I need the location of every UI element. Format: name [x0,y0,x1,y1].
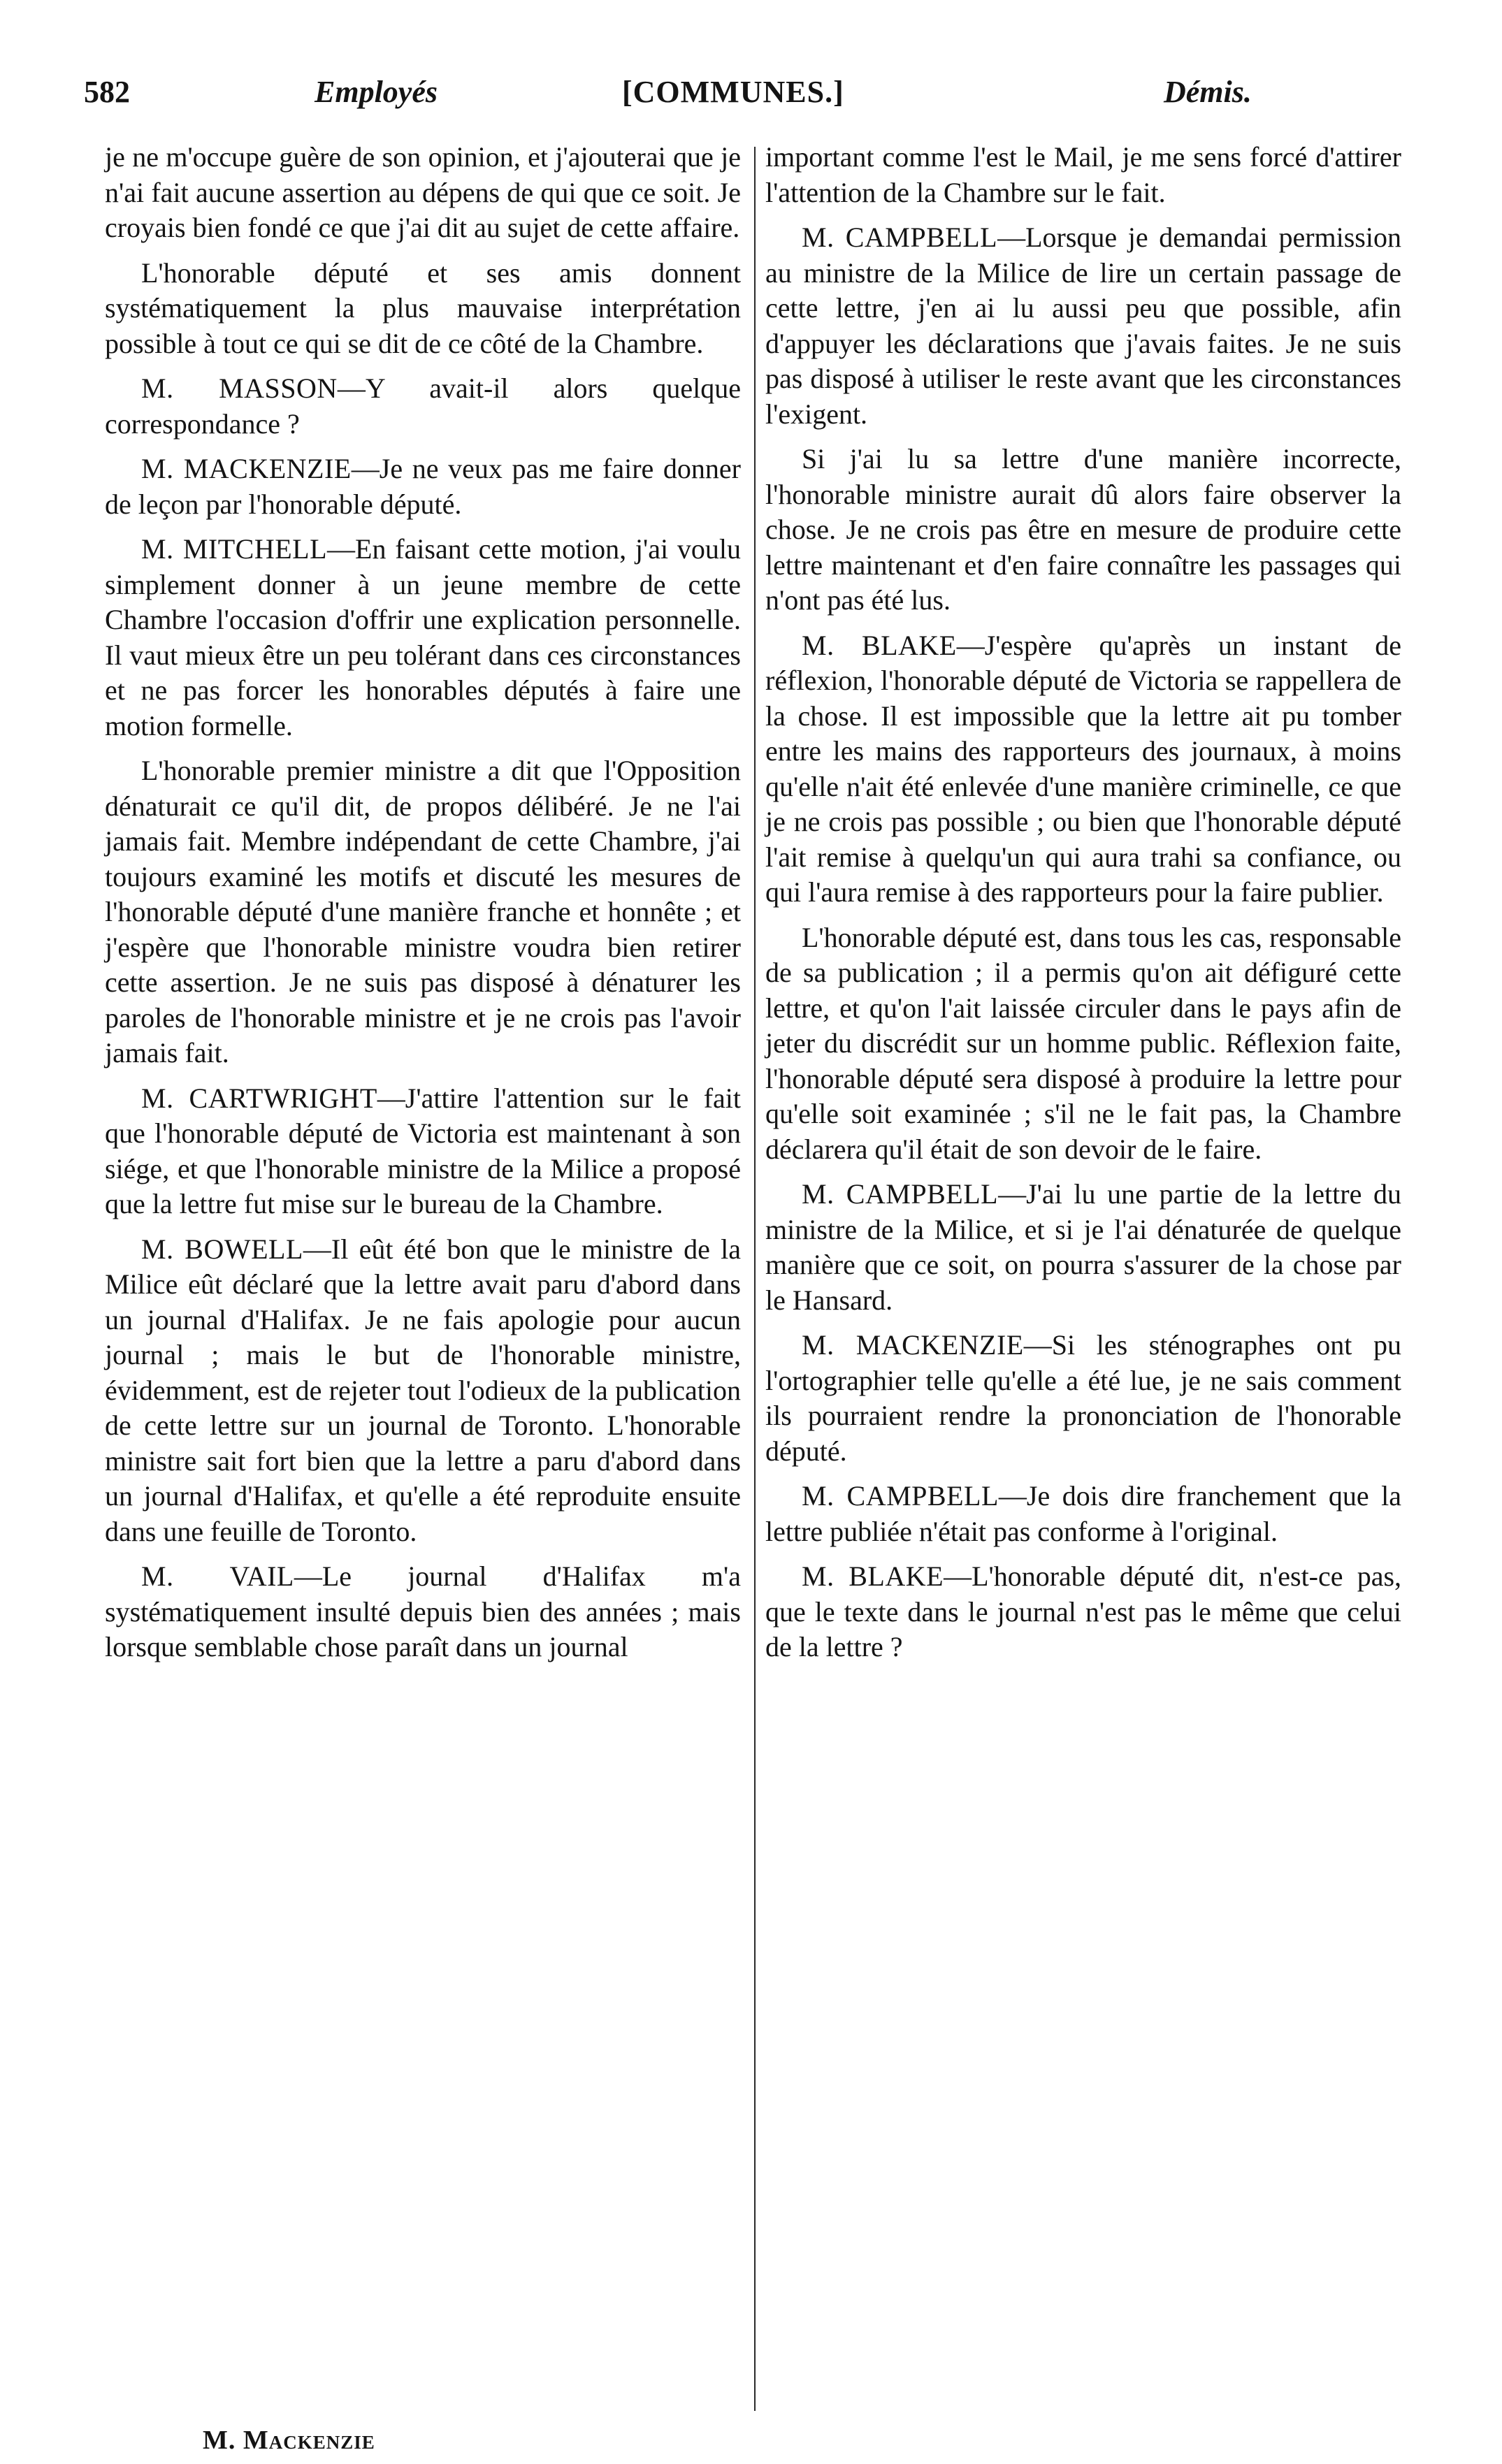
column-divider [754,147,756,2411]
paragraph: Si j'ai lu sa lettre d'une manière incorrecte, l'honorable ministre aurait dû alors faire observer la chose. Je ne crois pas être en mesure de produire cette lettre maintenant et d'en faire connaître les passages qui n'ont pas été lus. [765,443,1401,616]
paragraph: M. MACKENZIE—Si les sténographes ont pu l'ortographier telle qu'elle a été lue, je ne sais comment ils pourraient rendre la prononciation de l'honorable député. [765,1329,1402,1467]
speaker-name: M. BLAKE [802,1560,944,1592]
speaker-name: M. BLAKE [802,629,957,661]
paragraph: L'honorable premier ministre a dit que l'Opposition dénaturait ce qu'il dit, de propos délibéré. Je ne l'ai jamais fait. Membre indépendant de cette Chambre, j'ai toujours examiné les motifs et discuté les mesures de l'honorable député d'une manière franche et honnête ; et j'espère que l'honorable ministre voudra bien retirer cette assertion. Je ne suis pas disposé à dénaturer les paroles de l'honorable ministre et je ne crois pas l'avoir jamais fait. [105,755,741,1068]
speaker-name: M. MACKENZIE [141,453,352,484]
speaker-name: M. MITCHELL [141,533,328,565]
catchword: M. Mackenzie [203,2426,375,2455]
paragraph: M. VAIL—Le journal d'Halifax m'a systématiquement insulté depuis bien des années ; mais lorsque semblable chose paraît dans un journal [105,1560,741,1662]
paragraph: M. CARTWRIGHT—J'attire l'attention sur le fait que l'honorable député de Victoria est maintenant à son siége, et que l'honorable ministre de la Milice a proposé que la lettre fut mise sur le bureau de la Chambre. [105,1082,741,1219]
paragraph: M. MASSON—Y avait-il alors quelque correspondance ? [105,372,741,440]
running-header [84,74,1398,130]
speaker-name: M. MACKENZIE [802,1329,1024,1361]
paragraph: M. BLAKE—L'honorable député dit, n'est-ce pas, que le texte dans le journal n'est pas le même que celui de la lettre ? [765,1560,1402,1662]
paragraph: M. BOWELL—Il eût été bon que le ministre de la Milice eût déclaré que la lettre avait paru d'abord dans un journal d'Halifax. Je ne fais apologie pour aucun journal ; mais le but de l'honorable ministre, évidemment, est de rejeter tout l'odieux de la publication de cette lettre sur un journal de Toronto. L'honorable ministre sait fort bien que la lettre a paru d'abord dans un journal d'Halifax, et qu'elle a été reproduite ensuite dans une feuille de Toronto. [105,1233,741,1547]
speaker-name: M. CAMPBELL [802,222,998,253]
paragraph: je ne m'occupe guère de son opinion, et j'ajouterai que je n'ai fait aucune assertion au dépens de qui que ce soit. Je croyais bien fondé ce que j'ai dit au sujet de cette affaire. [105,141,741,243]
paragraph: M. MITCHELL—En faisant cette motion, j'ai voulu simplement donner à un jeune membre de cette Chambre l'occasion d'offrir une explication personnelle. Il vaut mieux être un peu tolérant dans ces circonstances et ne pas forcer les honorables députés à faire une motion formelle. [105,533,741,741]
paragraph: M. CAMPBELL—J'ai lu une partie de la lettre du ministre de la Milice, et si je l'ai dénaturée de quelque manière que ce soit, on pourra s'assurer de la chose par le Hansard. [765,1178,1401,1316]
paragraph: M. CAMPBELL—Lorsque je demandai permission au ministre de la Milice de lire un certain passage de cette lettre, j'en ai lu aussi peu que possible, afin d'appuyer les déclarations que j'avais faites. Je ne suis pas disposé à utiliser le reste avant que les circonstances l'exigent. [765,222,1401,430]
speaker-name: M. BOWELL [141,1233,303,1265]
paragraph: M. CAMPBELL—Je dois dire franchement que la lettre publiée n'était pas conforme à l'original. [765,1480,1401,1547]
paragraph: M. MACKENZIE—Je ne veux pas me faire donner de leçon par l'honorable député. [105,453,741,520]
speaker-name: M. CARTWRIGHT [141,1082,377,1114]
right-column [765,140,1401,1675]
paragraph: L'honorable député est, dans tous les cas, responsable de sa publication ; il a permis qu'on ait défiguré cette lettre, et qu'on l'ait laissée circuler dans le pays afin de jeter du discrédit sur un homme public. Réflexion faite, l'honorable député sera disposé à produire la lettre pour qu'elle soit examinée ; s'il ne le fait pas, la Chambre déclarera qu'il était de son devoir de le faire. [765,921,1401,1165]
header-right-title: Démis. [1164,75,1252,109]
page-number: 582 [84,75,130,109]
speaker-name: M. CAMPBELL [802,1480,999,1512]
header-center-title: [COMMUNES.] [622,75,844,109]
header-left-title: Employés [315,75,438,109]
paragraph: L'honorable député et ses amis donnent systématiquement la plus mauvaise interprétation possible à tout ce qui se dit de ce côté de la Chambre. [105,256,741,359]
speaker-name: M. VAIL [141,1560,294,1592]
speaker-name: M. CAMPBELL [802,1178,999,1210]
speaker-name: M. MASSON [141,372,338,404]
paragraph: important comme l'est le Mail, je me sens forcé d'attirer l'attention de la Chambre sur le fait. [765,141,1401,208]
paragraph: M. BLAKE—J'espère qu'après un instant de réflexion, l'honorable député de Victoria se rappellera de la chose. Il est impossible que la lettre ait pu tomber entre les mains des rapporteurs des journaux, à moins qu'elle n'ait été enlevée d'une manière criminelle, ce que je ne crois pas possible ; ou bien que l'honorable député l'ait remise à quelqu'un qui aura trahi sa confiance, ou qui l'aura remise à des rapporteurs pour la faire publier. [765,629,1402,908]
left-column [105,140,741,1675]
